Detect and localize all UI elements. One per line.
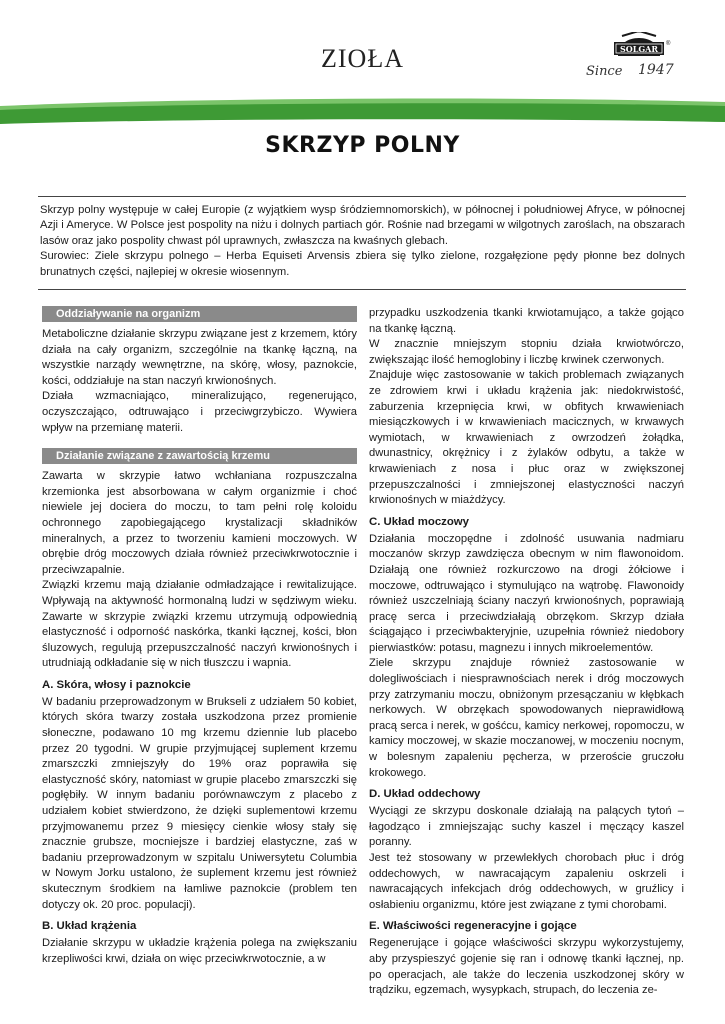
divider-bottom [38, 289, 686, 290]
paragraph: Działa wzmacniająco, mineralizująco, regenerująco, oczyszczająco, odtruwająco i przeciwgrzybiczo. Wywiera wpływ na przemianę materii. [42, 390, 357, 434]
subsection-heading: D. Układ oddechowy [369, 788, 481, 801]
subsection-heading: C. Układ moczowy [369, 515, 470, 528]
paragraph: Znajduje więc zastosowanie w takich problemach związanych ze zdrowiem krwi i układu krążenia jak: niedokrwistość, zaburzenia krzepnięcia krwi, w obfitych krwawieniach miesiączkowych i w krwawieniach macicznych, w krwawych wymiotach, w krwawieniach z owrzodzeń żołądka, dwunastnicy, okrężnicy i z żylaków odbytu, a także w krwawieniach z nosa i płuc oraz w zwiększonej przepuszczalności i zmniejszonej elastyczności naczyń krwionośnych w miażdżycy. [369, 369, 684, 507]
left-column [42, 306, 357, 967]
paragraph: W badaniu przeprowadzonym w Brukseli z udziałem 50 kobiet, których skóra twarzy została uszkodzona przez promienie słoneczne, podawano 10 mg krzemu dziennie lub placebo przez 20 tygodni. W grupie przyjmującej suplement krzemu zmarszczki zmniejszyły do 19% oraz poprawiła się elastyczność skóry, natomiast w grupie placebo zmarszczki się pogłębiły. W innym badaniu porównawczym z placebo z udziałem kobiet stwierdzono, że dzięki suplementowi krzemu przyjmowanemu przez 9 miesięcy cienkie włosy stały się znacznie grubsze, mocniejsze i bardziej elastyczne, zaś w badaniu przeprowadzonym w szpitalu Uniwersytetu Columbia w Nowym Jorku ustalono, że suplement krzemu jest również skutecznym środkiem na łamliwe paznokcie (problem ten dotyczy ok. 20 proc. populacji). [42, 695, 357, 911]
logo-registered-mark: ® [666, 41, 671, 47]
subsection-heading: E. Właściwości regeneracyjne i gojące [369, 920, 577, 933]
paragraph: Ziele skrzypu znajduje również zastosowanie w dolegliwościach i niesprawnościach nerek i dróg moczowych przy zatrzymaniu moczu, obniżonym przesączaniu w kłębkach nerkowych. W obrzękach spowodowanych nieprawidłową pracą serca i nerek, w gośćcu, kamicy nerkowej, ropomoczu, w kamicy moczowej, w skazie moczanowej, w moczeniu nocnym, w bolesnym zapaleniu pęcherza, w przeroście gruczołu krokowego. [369, 657, 684, 779]
divider-top [38, 196, 686, 197]
subsection-heading: B. Układ krążenia [42, 920, 137, 933]
logo-year-text: 1947 [638, 62, 674, 78]
paragraph: Zawarta w skrzypie łatwo wchłaniana rozpuszczalna krzemionka jest absorbowana w całym organizmie i choć niewiele jej dociera do moczu, to tam pełni rolę koloidu ochronnego zapobiegającego krystalizacji składników mineralnych, a przez to tworzeniu kamieni moczowych. W obrębie dróg moczowych działa również przeciwkrwotocznie i przeciwzapalnie. [42, 470, 357, 576]
paragraph: Metaboliczne działanie skrzypu związane jest z krzemem, który działa na cały organizm, szczególnie na tkankę łączną, na wszystkie narządy wewnętrzne, na skórę, włosy, paznokcie, kości, oddziałuje na stan naczyń krwionośnych. [42, 328, 357, 387]
logo-brand-text: SOLGAR [619, 44, 659, 54]
section-heading: Działanie związane z zawartością krzemu [42, 448, 357, 464]
green-swoosh-banner [0, 98, 725, 128]
paragraph: Regenerujące i gojące właściwości skrzypu wykorzystujemy, aby przyspieszyć gojenie się ran i odnowę tkanki łącznej, np. po operacjach, ale także do leczenia uszkodzonej skóry w trądziku, egzemach, wysypkach, strupach, do leczenia ze- [369, 937, 684, 997]
section-header-title: ZIOŁA [321, 44, 404, 73]
paragraph: Związki krzemu mają działanie odmładzające i rewitalizujące. Wpływają na aktywność hormonalną ludzi w sędziwym wieku. Zawarte w skrzypie związki krzemu utrzymują odpowiednią elastyczność i odporność naskórka, tkanki łącznej, kości, błon śluzowych, regulują przepuszczalność naczyń krwionośnych i utrudniają odkładanie się w nich tłuszczu i wapnia. [42, 579, 357, 670]
page-title: SKRZYP POLNY [265, 133, 460, 158]
paragraph: Wyciągi ze skrzypu doskonale działają na palących tytoń – łagodząco i zmniejszając suchy kaszel i męczący kaszel poranny. [369, 805, 684, 849]
paragraph: W znacznie mniejszym stopniu działa krwiotwórczo, zwiększając ilość hemoglobiny i liczbę krwinek czerwonych. [369, 338, 684, 366]
subsection-heading: A. Skóra, włosy i paznokcie [42, 678, 191, 691]
paragraph: przypadku uszkodzenia tkanki krwiotamująco, a także gojąco na tkankę łączną. [369, 307, 684, 335]
intro-paragraph: Surowiec: Ziele skrzypu polnego – Herba Equiseti Arvensis zbiera się tylko zielone, rozgałęzione pędy płonne bez dolnych brunatnych części, najlepiej w okresie wiosennym. [40, 250, 685, 278]
right-column [369, 306, 684, 999]
logo-since-text: Since [586, 64, 623, 79]
paragraph: Działanie skrzypu w układzie krążenia polega na zwiększaniu krzepliwości krwi, działa on więc przeciwkrwotocznie, a w [42, 937, 357, 965]
paragraph: Działania moczopędne i zdolność usuwania nadmiaru moczanów skrzyp zawdzięcza obecnym w nim flawonoidom. Działają one również rozkurczowo na drogi żółciowe i moczowe, odtruwająco i stymulująco na wątrobę. Flawonoidy również uszczelniają ściany naczyń krwionośnych, poprawiają pracę serca i przeciwdziałają obrzękom. Skrzyp działa ściągająco i przeciwbakteryjnie, uzupełnia również niedobory pierwiastków: potasu, magnezu i innych mikroelementów. [369, 532, 684, 654]
section-heading: Oddziaływanie na organizm [42, 306, 357, 322]
paragraph: Jest też stosowany w przewlekłych chorobach płuc i dróg oddechowych, w nawracającym zapaleniu oskrzeli i nawracających infekcjach dróg oddechowych, w gruźlicy i osłabieniu organizmu, które jest związane z tymi chorobami. [369, 852, 684, 911]
intro-paragraph: Skrzyp polny występuje w całej Europie (z wyjątkiem wysp śródziemnomorskich), w północnej i południowej Afryce, w północnej Azji i Ameryce. W Polsce jest pospolity na niżu i dolnych partiach gór. Rośnie nad brzegami w wilgotnych zaroślach, na obszarach lasów oraz jako pospolity chwast pól uprawnych, zwłaszcza na kwaśnych glebach. [40, 204, 685, 247]
intro-text [40, 203, 685, 280]
solgar-logo [584, 32, 684, 86]
